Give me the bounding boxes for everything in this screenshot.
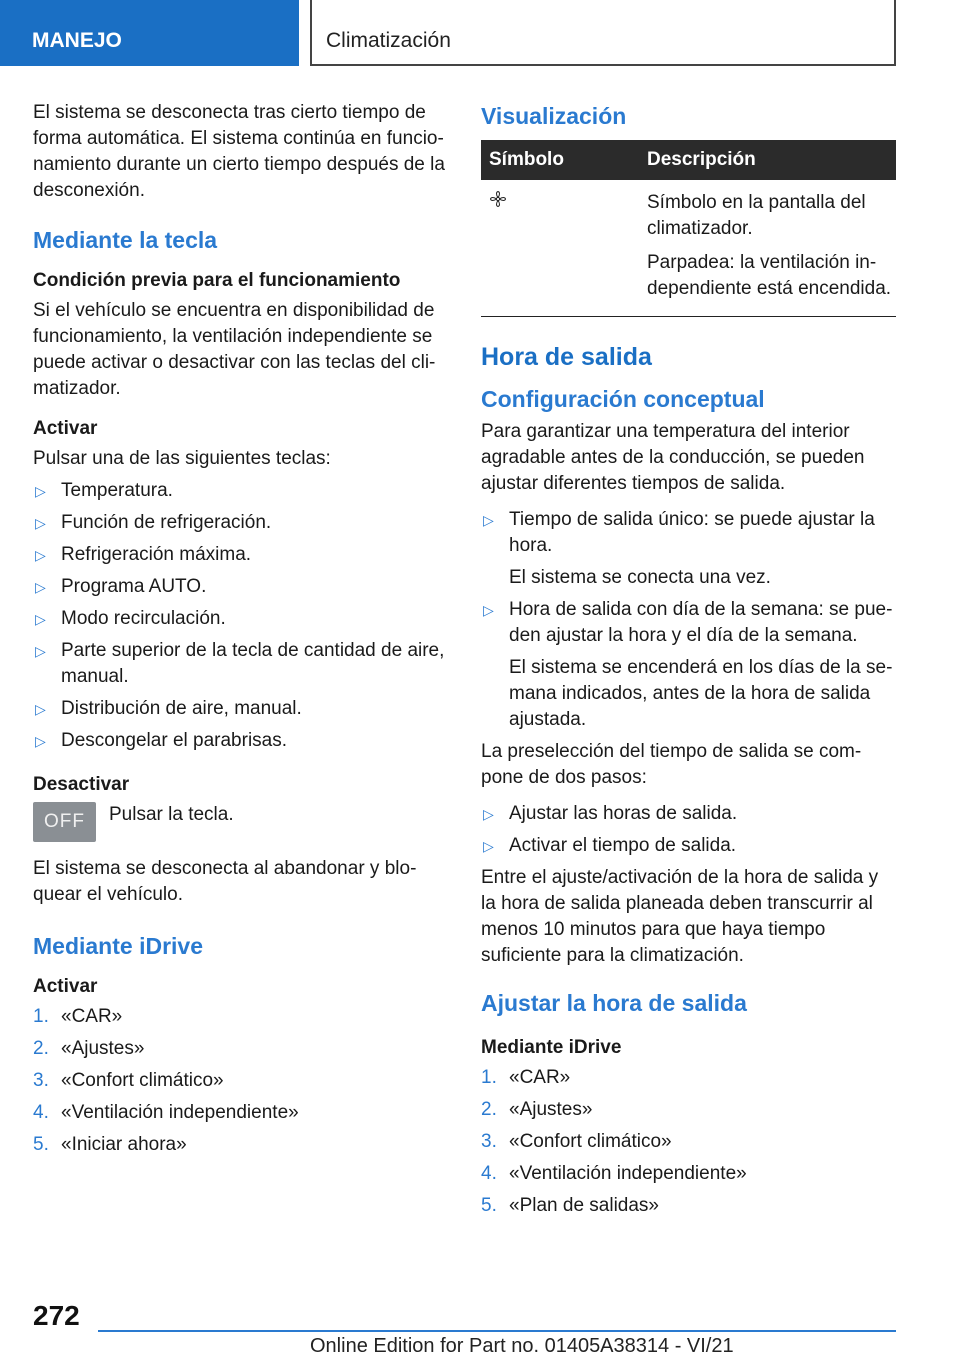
- list-item: ▷ Programa AUTO.: [33, 574, 451, 600]
- activate-heading: Activar: [33, 418, 98, 439]
- keys-list: [33, 478, 451, 754]
- deactivate-heading: Desactivar: [33, 774, 130, 795]
- precondition-heading: Condición previa para el funcionamiento: [33, 270, 401, 291]
- triangle-bullet-icon: ▷: [35, 547, 46, 563]
- list-item: 5. «Plan de salidas»: [481, 1195, 659, 1216]
- activate-text: Pulsar una de las siguientes teclas:: [33, 448, 331, 469]
- triangle-bullet-icon: ▷: [35, 579, 46, 595]
- list-item: ▷ Descongelar el parabrisas.: [33, 728, 451, 754]
- intro-paragraph: El sistema se desconecta tras cierto tiempo de forma automática. El sistema continúa en funcionamiento durante un cierto tiempo después de la desconexión.: [33, 102, 445, 201]
- departure-title: Hora de salida: [481, 343, 652, 371]
- preselect-text: La preselección del tiempo de salida se compone de dos pasos:: [481, 741, 862, 788]
- set-departure-heading: Ajustar la hora de salida: [481, 990, 747, 1016]
- chapter-title: Climatización: [310, 0, 896, 66]
- edition-text: Online Edition for Part no. 01405A38314 - VI/21: [310, 1335, 734, 1357]
- list-item: 1. «CAR»: [33, 1006, 123, 1027]
- table-row: [481, 180, 896, 317]
- list-item: ▷ Distribución de aire, manual.: [33, 696, 451, 722]
- page-footer: [0, 1290, 960, 1362]
- idrive-steps: [33, 1004, 451, 1158]
- fan-icon: [489, 192, 507, 213]
- idrive-activate-heading: Activar: [33, 976, 98, 997]
- list-item: 5. «Iniciar ahora»: [33, 1134, 187, 1155]
- list-item: ▷ Refrigeración máxima.: [33, 542, 451, 568]
- symbol-cell: [481, 180, 639, 317]
- off-text: Pulsar la tecla.: [109, 804, 234, 825]
- preselect-steps: [481, 801, 896, 859]
- section-heading-key: Mediante la tecla: [33, 227, 218, 253]
- description-cell: Símbolo en la pantalla del climatizador. Parpadea: la ventilación independiente está encendida.: [639, 180, 896, 317]
- triangle-bullet-icon: ▷: [35, 483, 46, 499]
- list-item: 3. «Confort climático»: [33, 1070, 224, 1091]
- right-column: [481, 100, 896, 1225]
- timing-note: Entre el ajuste/activación de la hora de salida y la hora de salida planeada deben transcurrir al menos 10 minutos para que haya tiempo suficiente para la climatización.: [481, 867, 879, 966]
- list-item: ▷ Ajustar las horas de salida.: [481, 801, 896, 827]
- list-item: ▷ Parte superior de la tecla de cantidad de aire, manual.: [35, 640, 445, 687]
- column-header-symbol: Símbolo: [481, 140, 639, 180]
- page-header: [0, 0, 960, 66]
- idrive-heading: Mediante iDrive: [481, 1037, 622, 1058]
- list-item: ▷ Activar el tiempo de salida.: [481, 833, 896, 859]
- list-item: ▷ Temperatura.: [33, 478, 451, 504]
- list-item: ▷ Tiempo de salida único: se puede ajustar la hora. El sistema se conecta una vez.: [483, 509, 875, 588]
- off-key-row: [33, 802, 451, 842]
- list-item: ▷ Hora de salida con día de la semana: se pueden ajustar la hora y el día de la semana. El sistema se encenderá en los días de la semana indicados, antes de la hora de salida ajustada.: [483, 599, 893, 730]
- page-number: 272: [33, 1300, 80, 1331]
- triangle-bullet-icon: ▷: [483, 602, 494, 618]
- triangle-bullet-icon: ▷: [35, 701, 46, 717]
- departure-options: [481, 507, 896, 733]
- list-item: 4. «Ventilación independiente»: [33, 1102, 299, 1123]
- triangle-bullet-icon: ▷: [35, 515, 46, 531]
- list-item: 4. «Ventilación independiente»: [481, 1163, 747, 1184]
- triangle-bullet-icon: ▷: [35, 733, 46, 749]
- triangle-bullet-icon: ▷: [35, 643, 46, 659]
- symbol-table: [481, 140, 896, 317]
- concept-heading: Configuración conceptual: [481, 386, 765, 412]
- list-item: 1. «CAR»: [481, 1067, 571, 1088]
- footer-divider: [98, 1330, 896, 1332]
- list-item: 3. «Confort climático»: [481, 1131, 672, 1152]
- deactivate-note: El sistema se desconecta al abandonar y bloquear el vehículo.: [33, 858, 417, 905]
- list-item: ▷ Modo recirculación.: [33, 606, 451, 632]
- list-item: ▷ Función de refrigeración.: [33, 510, 451, 536]
- concept-text: Para garantizar una temperatura del interior agradable antes de la conducción, se pueden ajustar diferentes tiempos de salida.: [481, 421, 865, 494]
- list-item: 2. «Ajustes»: [481, 1099, 593, 1120]
- off-button: OFF: [33, 802, 96, 842]
- column-header-description: Descripción: [639, 140, 896, 180]
- list-item: 2. «Ajustes»: [33, 1038, 145, 1059]
- precondition-text: Si el vehículo se encuentra en disponibilidad de funcionamiento, la ventilación independiente se puede activar o desactivar con las teclas del climatizador.: [33, 300, 436, 399]
- section-heading-idrive: Mediante iDrive: [33, 933, 203, 959]
- triangle-bullet-icon: ▷: [35, 611, 46, 627]
- display-heading: Visualización: [481, 103, 627, 129]
- triangle-bullet-icon: ▷: [483, 512, 494, 528]
- triangle-bullet-icon: ▷: [483, 806, 494, 822]
- left-column: [33, 100, 451, 1164]
- triangle-bullet-icon: ▷: [483, 838, 494, 854]
- idrive-steps: [481, 1065, 896, 1219]
- section-tab: MANEJO: [0, 0, 299, 66]
